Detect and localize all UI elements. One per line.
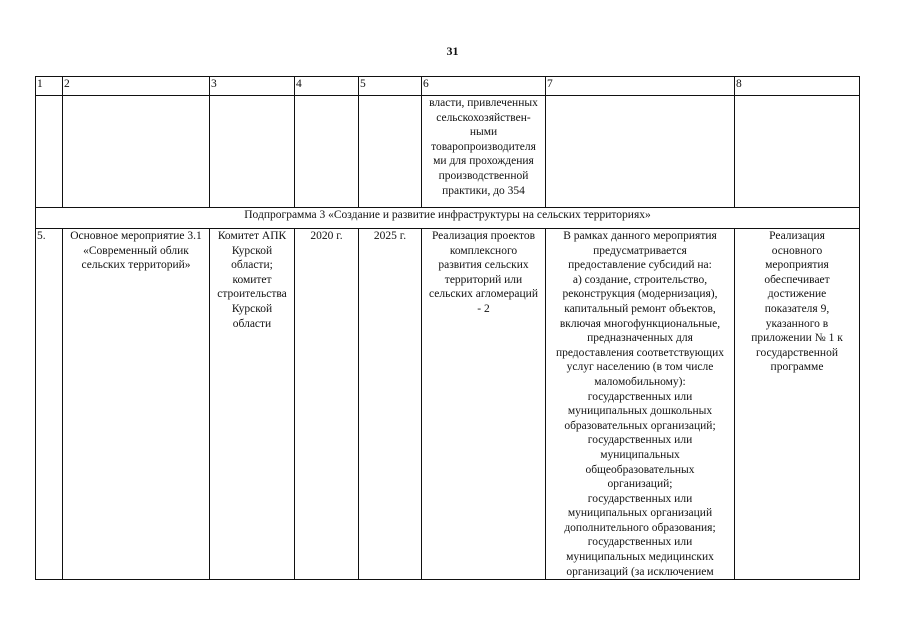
row-number: 5. xyxy=(36,229,63,580)
text-line: дополнительного образования; xyxy=(564,521,716,534)
text-line: приложении № 1 к xyxy=(751,332,843,345)
column-number: 2 xyxy=(63,77,210,96)
text-line: комитет xyxy=(232,273,272,286)
text-line: предназначенных для xyxy=(587,332,693,345)
indicator-link-cell xyxy=(735,229,860,580)
text-line: услуг населению (в том числе xyxy=(566,361,714,374)
column-number-row xyxy=(36,77,860,96)
continued-result-cell xyxy=(422,96,546,208)
text-line: государственных или xyxy=(587,492,693,505)
table-row xyxy=(36,229,860,580)
text-line: Комитет АПК xyxy=(217,230,287,242)
column-number: 7 xyxy=(546,77,735,96)
table-cell xyxy=(295,96,359,208)
text-line: реконструкция (модернизация), xyxy=(562,288,718,301)
text-line: государственных или xyxy=(587,536,693,549)
text-line: маломобильному): xyxy=(594,375,686,388)
text-line: государственных или xyxy=(587,390,693,403)
text-line: предоставление субсидий на: xyxy=(568,259,712,272)
continued-row xyxy=(36,96,860,208)
table-cell xyxy=(36,96,63,208)
text-line: комплексного xyxy=(449,244,518,257)
text-line: муниципальных медицинских xyxy=(566,551,714,564)
text-line: государственных или xyxy=(587,434,693,447)
subprogram-title: Подпрограмма 3 «Создание и развитие инфраструктуры на сельских территориях» xyxy=(36,208,860,229)
text-line: предусматривается xyxy=(593,244,687,257)
text-line: В рамках данного мероприятия xyxy=(563,230,717,242)
text-line: - 2 xyxy=(477,302,490,315)
text-line: организаций (за исключением xyxy=(566,565,714,578)
description-cell xyxy=(546,229,735,580)
text-line: организаций; xyxy=(607,478,673,491)
text-line: территорий или xyxy=(444,273,523,286)
text-line: показателя 9, xyxy=(764,302,830,315)
text-line: строительства xyxy=(217,288,287,301)
text-line: обеспечивает xyxy=(764,273,830,286)
executor-cell xyxy=(210,229,295,580)
text-line: практики, до 354 xyxy=(442,184,525,197)
text-line: муниципальных дошкольных xyxy=(567,405,713,418)
text-line: Реализация xyxy=(769,230,825,242)
measure-cell xyxy=(63,229,210,580)
table-cell xyxy=(735,96,860,208)
page-number: 31 xyxy=(446,44,459,58)
text-line: ми для прохождения xyxy=(433,155,534,168)
text-line: общеобразовательных xyxy=(585,463,695,476)
table-cell xyxy=(210,96,295,208)
text-line: Основное мероприятие 3.1 xyxy=(70,230,202,242)
text-line: государственной xyxy=(756,346,838,359)
end-year-cell: 2025 г. xyxy=(359,229,422,580)
text-line: Курской xyxy=(231,302,273,315)
text-line: производственной xyxy=(438,169,529,182)
column-number: 1 xyxy=(36,77,63,96)
text-line: включая многофункциональные, xyxy=(559,317,721,330)
table-cell xyxy=(359,96,422,208)
text-line: Курской xyxy=(231,244,273,257)
text-line: основного xyxy=(771,244,823,257)
program-table xyxy=(35,76,860,580)
text-line: муниципальных xyxy=(600,448,680,461)
text-line: сельскохозяйствен- xyxy=(436,111,531,124)
text-line: «Современный облик xyxy=(83,244,189,257)
subprogram-row xyxy=(36,208,860,229)
text-line: развития сельских xyxy=(438,259,529,272)
text-line: сельских территорий» xyxy=(81,259,191,272)
text-line: ными xyxy=(469,126,498,139)
start-year-cell: 2020 г. xyxy=(295,229,359,580)
text-line: сельских агломераций xyxy=(428,288,538,301)
text-line: Реализация проектов xyxy=(431,230,536,242)
column-number: 4 xyxy=(295,77,359,96)
text-line: области; xyxy=(231,259,273,272)
text-line: образовательных организаций; xyxy=(564,419,716,432)
table-cell xyxy=(63,96,210,208)
table-cell xyxy=(546,96,735,208)
text-line: программе xyxy=(770,361,824,374)
text-line: а) создание, строительство, xyxy=(572,273,708,286)
text-line: власти, привлеченных xyxy=(429,97,538,109)
text-line: мероприятия xyxy=(765,259,829,272)
text-line: капитальный ремонт объектов, xyxy=(564,302,716,315)
text-line: области xyxy=(232,317,272,330)
result-cell xyxy=(422,229,546,580)
text-line: муниципальных организаций xyxy=(567,507,713,520)
column-number: 6 xyxy=(422,77,546,96)
column-number: 8 xyxy=(735,77,860,96)
column-number: 5 xyxy=(359,77,422,96)
column-number: 3 xyxy=(210,77,295,96)
text-line: указанного в xyxy=(765,317,829,330)
text-line: товаропроизводителя xyxy=(431,140,536,153)
text-line: предоставления соответствующих xyxy=(555,346,725,359)
text-line: достижение xyxy=(767,288,827,301)
